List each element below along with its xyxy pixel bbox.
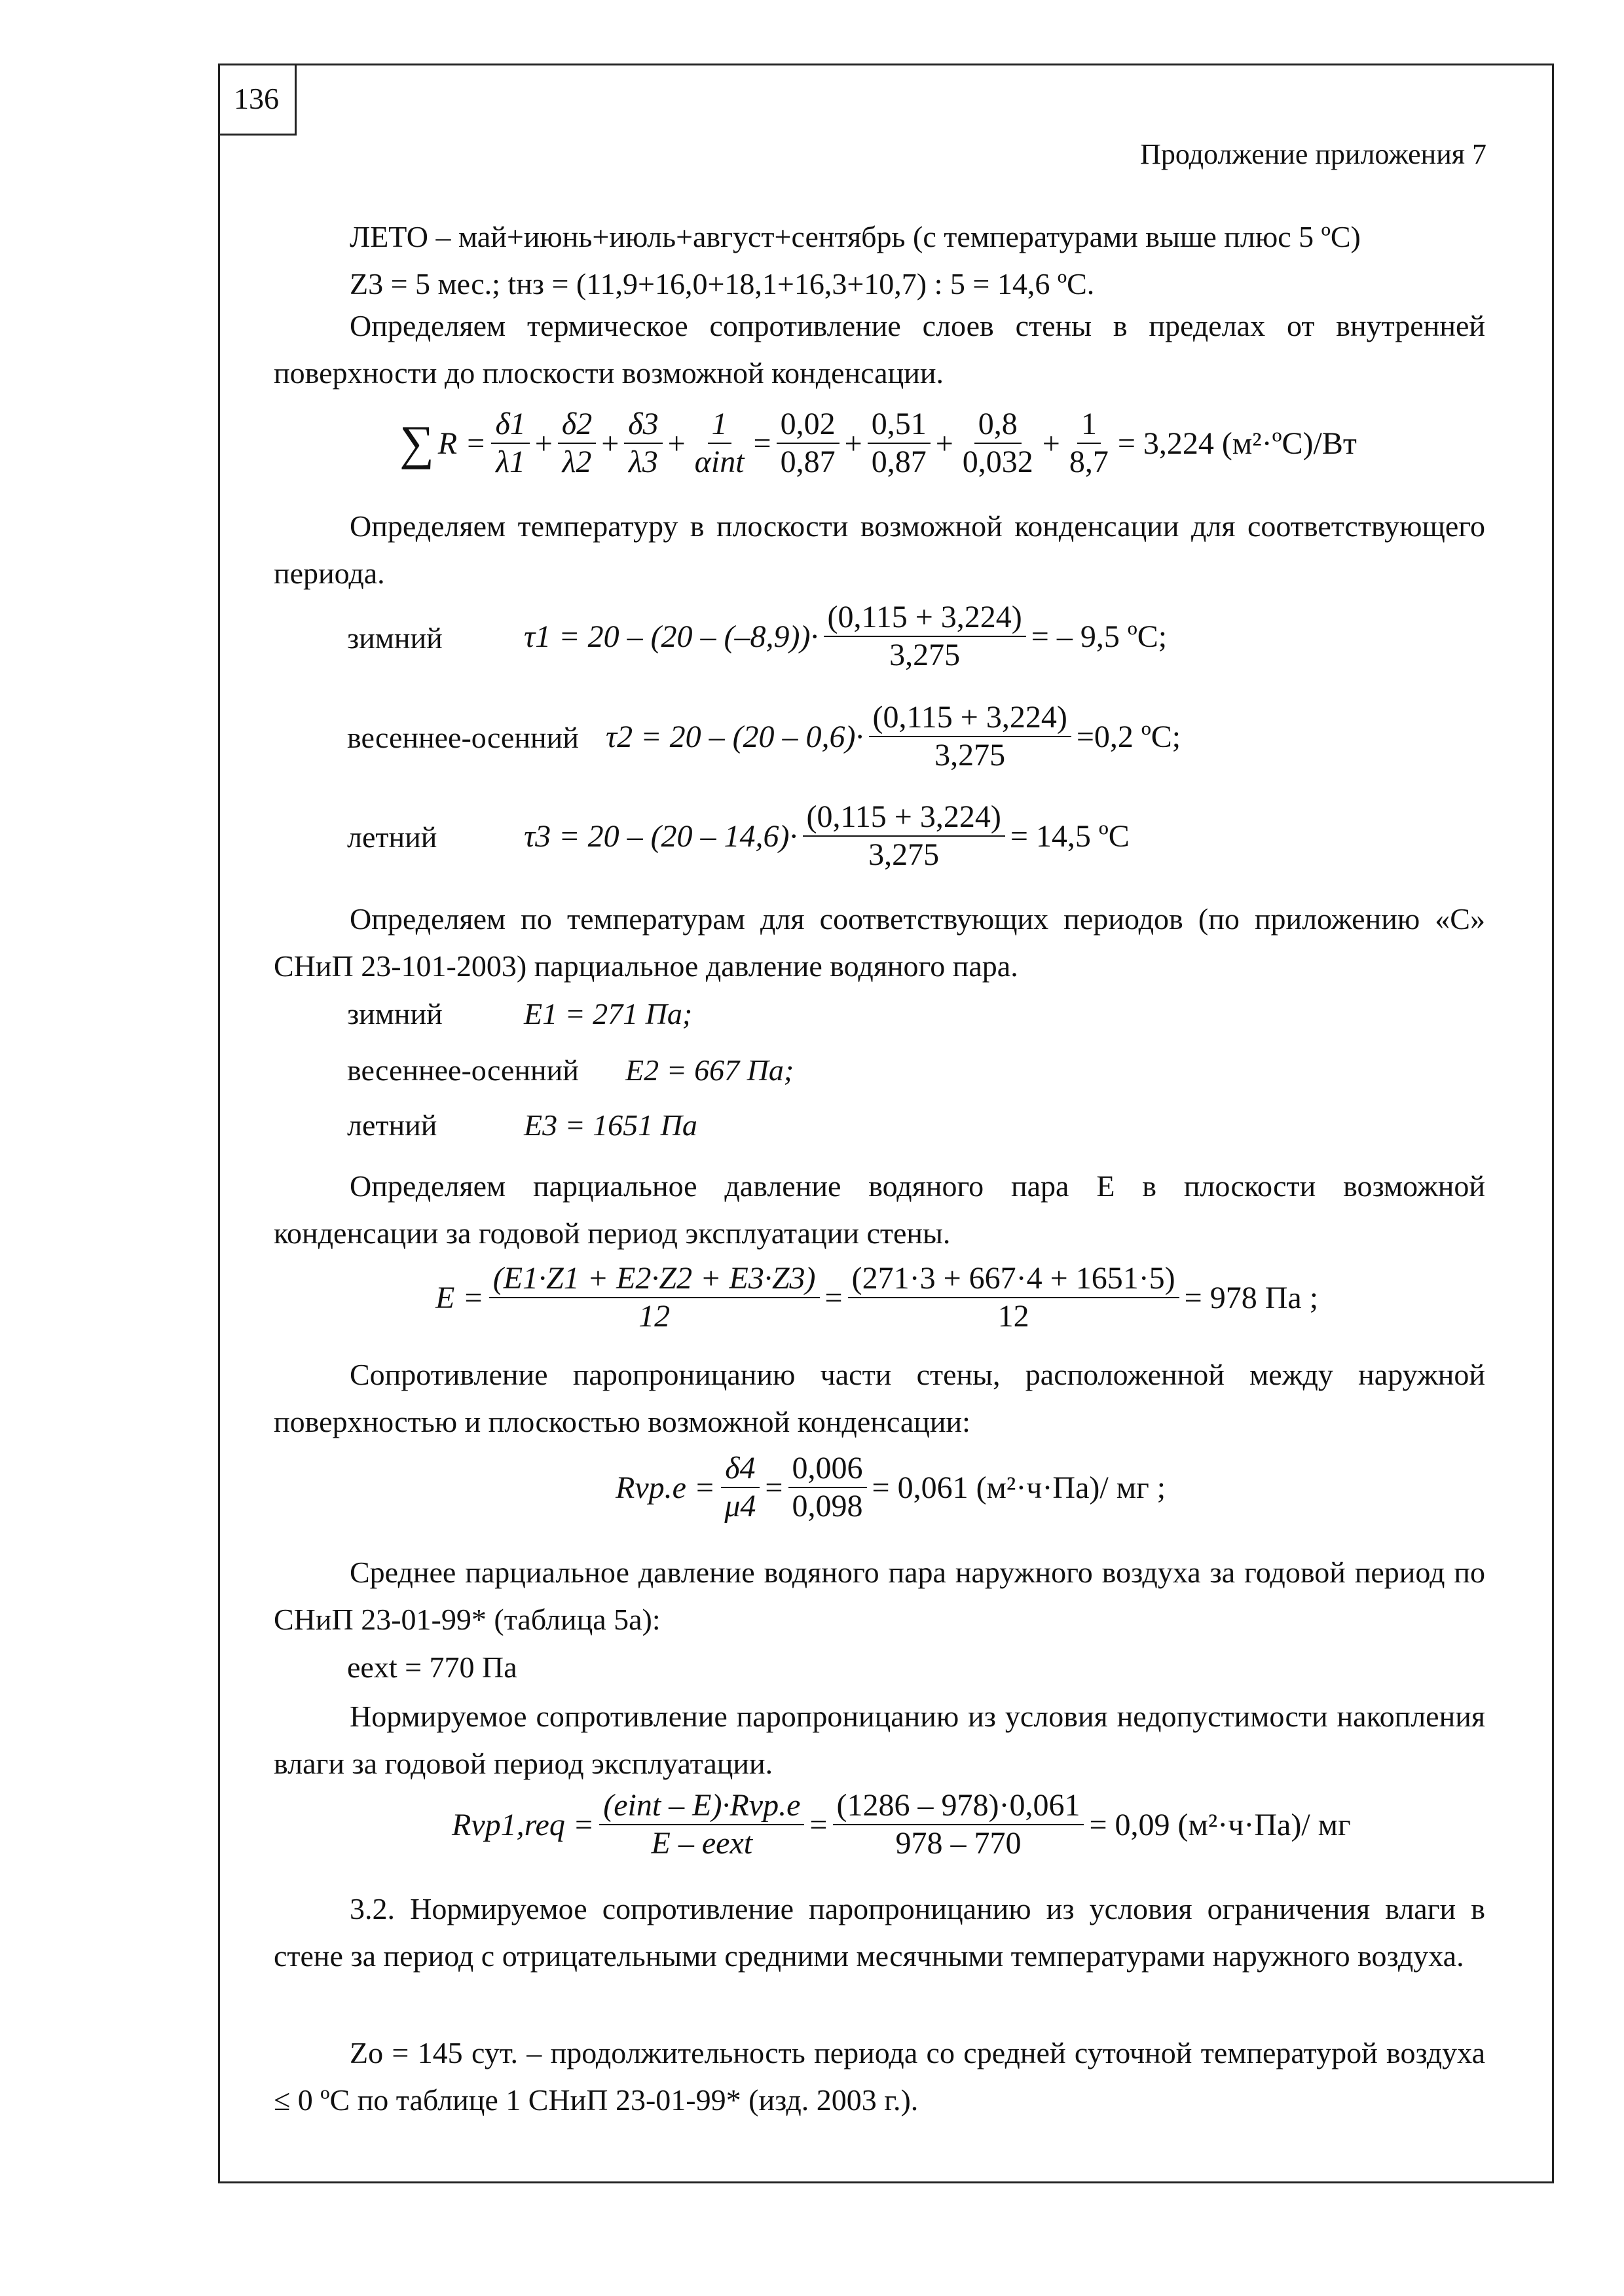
label-summer-e: летний: [347, 1108, 437, 1142]
fraction: $\frac{1}{\text{αint}}$: [694, 407, 745, 479]
paragraph-partial: Определяем парциальное давление водяного пара Е в плоскости возможной конденсации за годовой период эксплуатации стены.: [274, 1169, 1485, 1250]
paragraph-norm: Нормируемое сопротивление паропроницанию из условия недопустимости накопления влаги за годовой период эксплуатации.: [274, 1700, 1485, 1780]
fraction: $\frac{0,51}{0,87}$: [868, 406, 931, 481]
fraction: $\frac{0,02}{0,87}$: [777, 406, 840, 481]
sum-lhs: R =: [437, 426, 487, 461]
e-ext-value: eext = 770 Па: [347, 1650, 517, 1684]
fraction: $\frac{(0,115 + 3,224)}{3,275}$: [803, 799, 1005, 873]
running-header: Продолжение приложения 7: [1140, 138, 1486, 170]
summer-line: ЛЕТО – май+июнь+июль+август+сентябрь (с температурами выше плюс 5 ºС): [350, 220, 1361, 253]
page-number: 136: [218, 64, 297, 136]
e3-value: E3 = 1651 Па: [524, 1108, 697, 1142]
fraction: $\frac{\delta 2}{\lambda 2}$: [558, 406, 596, 481]
label-spring-autumn: весеннее-осенний: [347, 721, 579, 754]
label-spring-autumn-e: весеннее-осенний: [347, 1053, 579, 1087]
fraction: $\frac{\delta 1}{\lambda 1}$: [491, 406, 529, 481]
paragraph-mean: Среднее парциальное давление водяного пара наружного воздуха за годовой период по СНиП 23-01-99* (таблица 5а):: [274, 1556, 1485, 1636]
fraction: $\frac{0,006}{0,098}$: [788, 1450, 867, 1525]
equation-tau3: τ3 = 20 – (20 – 14,6)· $\frac{(0,115 + 3,224)}{3,275}$ = 14,5 ºC: [524, 799, 1130, 872]
paragraph-temperature: Определяем температуру в плоскости возможной конденсации для соответствующего периода.: [274, 509, 1485, 590]
equation-tau1: τ1 = 20 – (20 – (–8,9))· $\frac{(0,115 + 3,224)}{3,275}$ = – 9,5 ºC;: [524, 600, 1168, 672]
fraction: $\frac{(E1\cdot Z1 + E2\cdot Z2 + E3\cdot Z3)}{12}$: [489, 1260, 820, 1335]
fraction: $\frac{(271\cdot 3 + 667\cdot 4 + 1651\cdot 5)}{12}$: [848, 1260, 1179, 1335]
equation-E: E = $\frac{(E1\cdot Z1 + E2\cdot Z2 + E3\cdot Z3)}{12}$ = $\frac{(271\cdot 3 + 667\cdot 4 + 1651\cdot 5)}{12}$ = 978 Па ;: [435, 1261, 1319, 1334]
fraction: $\frac{\delta 3}{\lambda 3}$: [624, 406, 662, 481]
fraction: $\frac{0,8}{0,032}$: [962, 407, 1033, 479]
equation-Rvp: Rvp.e = $\frac{\delta 4}{\mu 4}$ = $\frac{0,006}{0,098}$ = 0,061 (м²·ч·Па)/ мг ;: [616, 1451, 1166, 1523]
equation-Rreq: Rvp1,req = $\frac{\text{(eint – E)·Rvp.e}}{\text{E – eext}}$ = $\frac{(1286 - 978)\cdot 0,061}{978 - 770}$ = 0,09 (м²·ч·Па)/ мг: [452, 1788, 1351, 1861]
fraction: $\frac{(0,115 + 3,224)}{3,275}$: [869, 699, 1071, 774]
sum-symbol: ∑: [399, 416, 434, 470]
label-winter-e: зимний: [347, 997, 443, 1030]
paragraph-resistance: Определяем термическое сопротивление слоев стены в пределах от внутренней поверхности до плоскости возможной конденсации.: [274, 309, 1485, 390]
equation-sum-resistance: ∑ R = $\frac{\delta 1}{\lambda 1}$ + $\frac{\delta 2}{\lambda 2}$ + $\frac{\delta 3}{\lambda 3}$ + $\frac{1}{\text{αint}}$ = $\frac{0,02}{0,87}$ + $\frac{0,51}{0,87}$ + $\frac{0,8}{0,032}$ + $\frac{1}{8,7}$ = 3,224 (м²·ºC)/Вт: [399, 407, 1357, 479]
equation-tau2: τ2 = 20 – (20 – 0,6)· $\frac{(0,115 + 3,224)}{3,275}$ =0,2 ºC;: [606, 700, 1181, 773]
paragraph-3-2: 3.2. Нормируемое сопротивление паропроницанию из условия ограничения влаги в стене за период с отрицательными средними месячными температурами наружного воздуха.: [274, 1892, 1485, 1973]
paragraph-vapor: Сопротивление паропроницанию части стены, расположенной между наружной поверхностью и плоскостью возможной конденсации:: [274, 1358, 1485, 1438]
fraction: $\frac{1}{8,7}$: [1069, 407, 1109, 479]
fraction: $\frac{(0,115 + 3,224)}{3,275}$: [824, 599, 1026, 674]
fraction: $\frac{\delta 4}{\mu 4}$: [720, 1450, 760, 1525]
e2-value: E2 = 667 Па;: [625, 1053, 794, 1087]
sum-result: = 3,224 (м²·ºC)/Вт: [1117, 426, 1357, 461]
fraction: $\frac{(1286 - 978)\cdot 0,061}{978 - 770}$: [833, 1787, 1084, 1862]
paragraph-pressure: Определяем по температурам для соответствующих периодов (по приложению «С» СНиП 23-101-2003) парциальное давление водяного пара.: [274, 902, 1485, 983]
label-winter: зимний: [347, 621, 443, 655]
fraction: $\frac{\text{(eint – E)·Rvp.e}}{\text{E – eext}}$: [599, 1787, 804, 1862]
e1-value: E1 = 271 Па;: [524, 997, 693, 1030]
label-summer: летний: [347, 820, 437, 854]
paragraph-zo: Zо = 145 сут. – продолжительность периода со средней суточной температурой воздуха ≤ 0 ºС по таблице 1 СНиП 23-01-99* (изд. 2003 г.).: [274, 2036, 1485, 2117]
z3-line: Z3 = 5 мес.; tнз = (11,9+16,0+18,1+16,3+10,7) : 5 = 14,6 ºС.: [350, 267, 1095, 301]
